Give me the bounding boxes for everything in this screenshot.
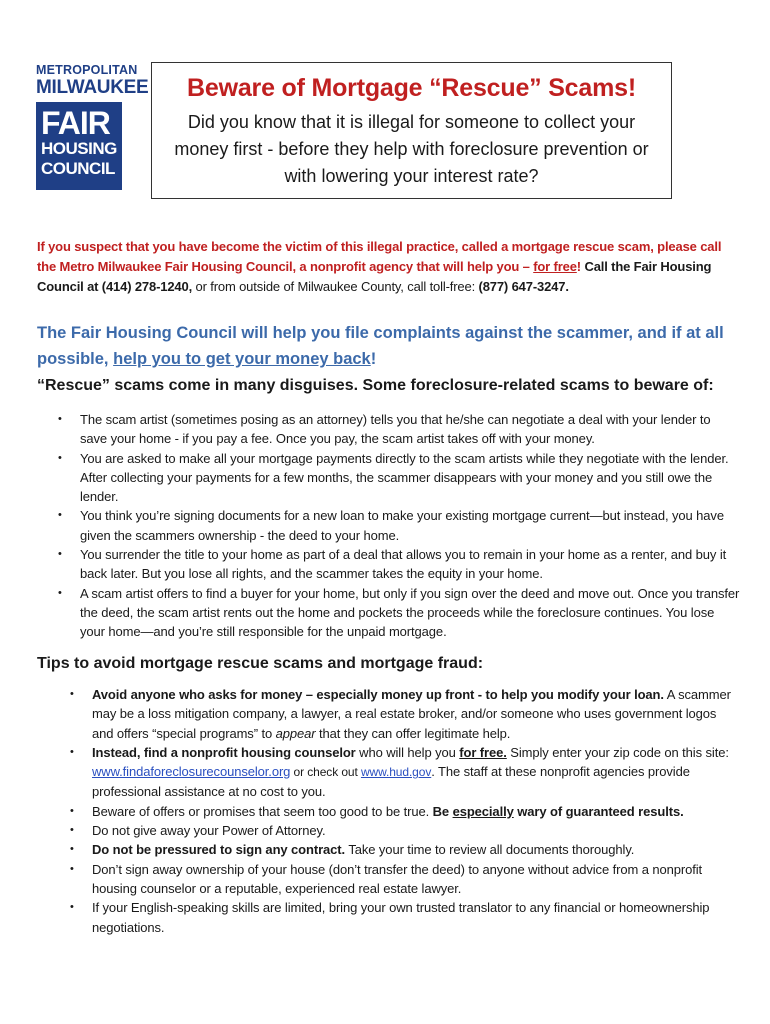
bullet-icon: • — [70, 804, 74, 817]
help-heading-end: ! — [370, 350, 377, 368]
bullet-icon: • — [70, 824, 74, 837]
bullet-icon: • — [58, 548, 62, 561]
tip-text: Beware of offers or promises that seem too good to be true. — [92, 803, 433, 819]
scam-item — [55, 545, 740, 584]
logo-council: COUNCIL — [41, 159, 115, 178]
help-heading — [37, 320, 737, 372]
tip-bold: Avoid anyone who asks for money – especially money up front - to help you modify your loan. — [92, 687, 664, 702]
tip-item — [67, 743, 737, 802]
intro-excl: ! — [576, 259, 581, 274]
logo-fair: FAIR — [41, 105, 110, 141]
tip-text: or check out — [290, 765, 361, 780]
tip-item — [67, 802, 737, 821]
bullet-icon: • — [70, 688, 74, 700]
scam-text: You are asked to make all your mortgage payments directly to the scam artists while they negotiate with the lender. After collecting your payments for a few months, the scammer disappears with your money and you still owe the lender. — [80, 450, 729, 505]
scam-text: The scam artist (sometimes posing as an attorney) tells you that he/she can negotiate a deal with your lender to save your home - if you pay a fee. Once you pay, the scam artist takes off with your money. — [80, 412, 711, 447]
intro-call: Call the Fair Housing Council at (414) 278-1240, — [37, 259, 712, 294]
logo-line1: METROPOLITAN — [36, 63, 138, 77]
scams-heading: “Rescue” scams come in many disguises. Some foreclosure-related scams to beware of: — [37, 377, 714, 394]
council-logo — [36, 63, 149, 190]
tip-bold: Instead, find a nonprofit housing counselor — [92, 744, 356, 760]
bullet-icon: • — [70, 901, 74, 914]
tips-heading: Tips to avoid mortgage rescue scams and mortgage fraud: — [37, 655, 484, 672]
intro-tollfree: (877) 647-3247. — [478, 279, 569, 294]
logo-line2: MILWAUKEE — [36, 77, 149, 98]
bullet-icon: • — [70, 843, 74, 856]
tip-bold: Be — [432, 803, 453, 819]
intro-outside: or from outside of Milwaukee County, call toll-free: — [192, 279, 479, 294]
tip-text: . The staff at these nonprofit agencies provide professional assistance at no cost to you. — [92, 764, 690, 800]
findaforeclosurecounselor-link[interactable]: www.findaforeclosurecounselor.org — [92, 764, 291, 780]
scam-text: You think you’re signing documents for a new loan to make your existing mortgage current—but instead, you have given the scammers ownership - the deed to your home. — [80, 508, 724, 543]
tip-text: Simply enter your zip code on this site: — [506, 744, 729, 760]
tip-text: that they can offer legitimate help. — [315, 725, 511, 741]
logo-housing: HOUSING — [41, 139, 117, 158]
tip-bold-underline: especially — [452, 803, 514, 819]
bullet-icon: • — [58, 451, 62, 464]
tip-emphasis: appear — [275, 725, 316, 741]
scams-list — [55, 410, 740, 642]
tip-text: Don’t sign away ownership of your house (don’t transfer the deed) to anyone without advice from a nonprofit housing counselor or a reputable, experienced real estate lawyer. — [92, 861, 703, 896]
intro-for-free: for free — [533, 259, 577, 274]
tip-item — [67, 685, 737, 743]
scam-item — [55, 506, 740, 545]
tip-bold-underline: for free. — [459, 744, 507, 760]
page-title: Beware of Mortgage “Rescue” Scams! — [187, 74, 636, 102]
bullet-icon: • — [58, 413, 62, 425]
tips-list — [67, 685, 737, 937]
scam-item — [55, 584, 740, 642]
tip-text: A scammer may be a loss mitigation company, a lawyer, a real estate broker, and/or someone who uses government logos and offers “special programs” to — [92, 687, 731, 741]
title-box — [151, 62, 672, 199]
scam-item — [55, 449, 740, 507]
help-heading-text: The Fair Housing Council will help you file complaints against the scammer, and if at all possible, — [37, 324, 724, 368]
tip-text: who will help you — [355, 744, 460, 760]
scam-text: You surrender the title to your home as part of a deal that allows you to remain in your home as a renter, and buy it back later. But you lose all rights, and the scammer takes the equity in your home. — [80, 547, 727, 582]
tip-text: Take your time to review all documents thoroughly. — [345, 842, 635, 858]
tip-item — [67, 821, 737, 840]
bullet-icon: • — [58, 586, 62, 599]
bullet-icon: • — [70, 862, 74, 875]
scam-item — [55, 410, 740, 449]
bullet-icon: • — [70, 745, 74, 758]
help-heading-link: help you to get your money back — [113, 350, 371, 368]
intro-paragraph — [37, 237, 733, 297]
tip-item — [67, 860, 737, 899]
tip-bold: wary of guaranteed results. — [513, 803, 684, 819]
page-subtitle: Did you know that it is illegal for someone to collect your money first - before they help with foreclosure prevention or with lowering your interest rate? — [174, 112, 649, 186]
tip-text: If your English-speaking skills are limited, bring your own trusted translator to any financial or homeownership negotiations. — [92, 900, 710, 935]
bullet-icon: • — [58, 509, 62, 522]
tip-bold: Do not be pressured to sign any contract. — [92, 842, 346, 858]
tip-text: Do not give away your Power of Attorney. — [92, 823, 326, 839]
logo-box — [36, 102, 122, 190]
hud-link[interactable]: www.hud.gov — [360, 765, 432, 780]
tip-item — [67, 898, 737, 937]
tip-item — [67, 840, 737, 859]
scam-text: A scam artist offers to find a buyer for your home, but only if you sign over the deed and move out. Once you transfer the deed, the scam artist rents out the home and pockets the proceeds while the foreclosure continues. You lose your home—and you’re still responsible for the unpaid mortgage. — [80, 585, 740, 640]
intro-warning: If you suspect that you have become the victim of this illegal practice, called a mortgage rescue scam, please call the Metro Milwaukee Fair Housing Council, a nonprofit agency that will help you – — [37, 239, 722, 274]
